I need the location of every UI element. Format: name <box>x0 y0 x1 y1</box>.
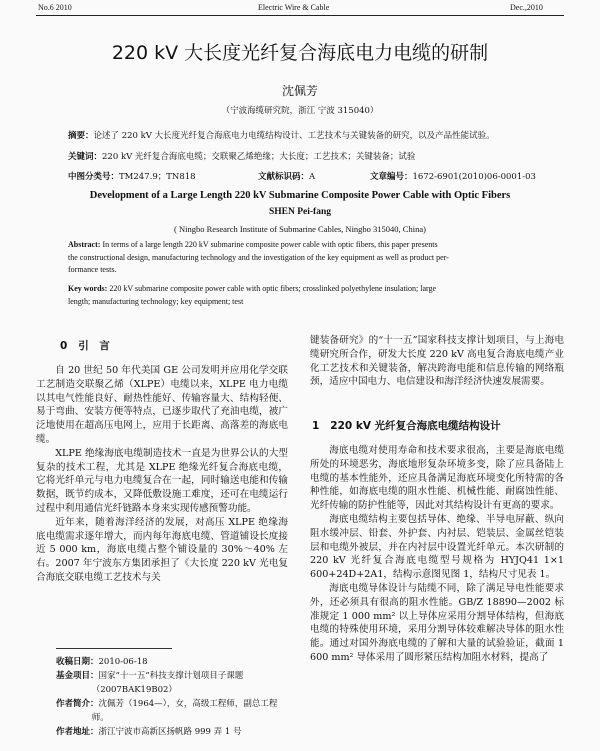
abstract-en-line: the constructional design, manufacturing technology and the investigation of the key equipment as well as product per- <box>68 252 449 262</box>
section-0-heading <box>60 338 110 353</box>
header-issue: No.6 2010 <box>38 3 72 12</box>
author-bio-cont: 师。 <box>91 713 109 723</box>
right-paragraph-1: 键装备研究》的“十一五”国家科技支撑计划项目，与上海电缆研究所合作，研发大长度 220 kV 高电复合海底电缆产业化工艺技术和关键装备，解决跨海电能和信息传输的网络瓶颈，适应中国电力、电信建设和海洋经济快速发展需要。 <box>310 335 564 388</box>
keywords-cn-label: 关键词： <box>68 152 103 162</box>
footnote-rule <box>56 648 172 649</box>
header-date: Dec.,2010 <box>510 3 543 12</box>
abstract-cn-text: 论述了 220 kV 大长度光纤复合海底电力电缆结构设计、工艺技术与关键装备的研究，以及产品性能试验。 <box>93 131 495 141</box>
keywords-en-label: Key words: <box>68 284 108 293</box>
fund-text-cont: （2007BAK19B02） <box>91 685 177 695</box>
abstract-en-label: Abstract: <box>68 240 101 249</box>
header-rule <box>36 15 564 16</box>
section-0-title: 引 言 <box>78 340 110 352</box>
art-label: 文章编号： <box>370 172 413 182</box>
header-journal: Electric Wire & Cable <box>258 3 330 12</box>
doc-value: A <box>309 172 316 182</box>
address-text: 浙江宁波市高新区扬帆路 999 弄 1 号 <box>98 727 242 737</box>
abstract-en-line: formance tests. <box>68 265 117 274</box>
footnotes <box>56 655 277 739</box>
right-paragraph-4: 海底电缆导体设计与陆缆不同，除了满足导电性能要求外，还必须具有很高的阻水性能。GB/Z 18890—2002 标准规定 1 000 mm² 以上导体应采用分割导体结构，但海底电缆的特殊使用环境，采用分割导体较难解决导体的阻水性能。通过对国外海底电缆的了解和大量的试验验证，截面 1 600 mm² 导体采用了圆形紧压结构加阻水材料，提高了 <box>310 582 564 663</box>
classification-row <box>68 170 196 182</box>
author-bio-text: 沈佩芳（1964—），女，高级工程师，副总工程 <box>98 699 278 709</box>
section-1-title: 220 kV 光纤复合海底电缆结构设计 <box>330 420 501 432</box>
doc-label: 文献标识码： <box>258 172 310 182</box>
affiliation-cn: （宁波海缆研究院，浙江 宁波 315040） <box>221 106 379 116</box>
clc-label: 中图分类号： <box>68 172 120 182</box>
keywords-en-line: length; manufacturing technology; key equipment; test <box>68 296 244 306</box>
section-1-number: 1 <box>312 420 320 432</box>
art-value: 1672-6901(2010)06-0001-03 <box>412 172 536 182</box>
clc-value: TM247.9；TN818 <box>119 172 196 182</box>
affiliation-en: ( Ningbo Research Institute of Submarine Cables, Ningbo 315040, China) <box>174 224 426 234</box>
left-paragraph-3: 近年来，随着海洋经济的发展，对高压 XLPE 绝缘海底电缆需求逐年增大，而内每年海底电缆、管道铺设长度接近 5 000 km，海底电缆占整个铺设量的 30%～40% 左右。2007 年宁波东方集团承担了《大长度 220 kV 光电复合海底交联电缆工艺技术与关 <box>36 516 288 583</box>
abstract-en-line: In terms of a large length 220 kV submarine composite power cable with optic fibers, this paper presents <box>102 240 438 249</box>
right-column-body <box>310 444 564 665</box>
keywords-cn-text: 220 kV 光纤复合海底电缆；交联聚乙烯绝缘；大长度；工艺技术；关键装备；试验 <box>102 152 416 162</box>
abstract-en <box>68 239 538 277</box>
received-date: 2010-06-18 <box>98 657 148 667</box>
author-bio-label: 作者简介： <box>56 699 99 709</box>
left-column <box>36 364 288 585</box>
title-en: Development of a Large Length 220 kV Submarine Composite Power Cable with Optic Fibers <box>89 190 511 201</box>
title-cn: 220 kV 大长度光纤复合海底电力电缆的研制 <box>111 42 489 64</box>
keywords-en-line: 220 kV submarine composite power cable with optic fibers; crosslinked polyethylene insulation; large <box>109 284 437 293</box>
fund-text: 国家“十一五”科技支撑计划项目子课题 <box>98 671 244 681</box>
right-paragraph-3: 海底电缆结构主要包括导体、绝缘、半导电屏蔽、纵向阻水缓冲层、铅套、外护套、内衬层、铠装层、金属丝铠装层和电缆外被层，并在内衬层中设置光纤单元。本次研制的 220 kV 光纤复合海底电缆型号规格为 HYJQ41 1×1 600+24D+2A1，结构示意图见图 1，结构尺寸见表 1。 <box>310 513 564 581</box>
author-cn: 沈佩芳 <box>281 84 318 98</box>
section-1-heading <box>312 418 501 433</box>
keywords-cn <box>68 150 415 162</box>
right-paragraph-2: 海底电缆对使用寿命和技术要求很高，主要是海底电缆所处的环境恶劣，海底地形复杂环境多变，除了应具备陆上电缆的基本性能外，还应具备满足海底环境变化所特需的各种性能，如海底电缆的阻水性能、机械性能、耐腐蚀性能、光纤传输的防护性能等，因此对其结构设计有更高的要求。 <box>310 445 564 512</box>
right-column-top <box>310 334 564 389</box>
article-number <box>370 170 536 182</box>
abstract-cn <box>68 129 495 141</box>
doc-code <box>258 170 315 182</box>
fund-label: 基金项目： <box>56 671 99 681</box>
abstract-cn-label: 摘要： <box>68 131 94 141</box>
section-0-number: 0 <box>60 340 68 352</box>
received-label: 收稿日期： <box>56 657 99 667</box>
keywords-en <box>68 283 538 308</box>
left-paragraph-2: XLPE 绝缘海底电缆制造技术一直是为世界公认的大型复杂的技术工程，尤其是 XLPE 绝缘光纤复合海底电缆，它将光纤单元与电力电缆复合在一起，同时输送电能和传输数据，既节约成本，又降低敷设施工难度，还可在电缆运行过程中利用通信光纤链路本身来实现传感预警功能。 <box>36 447 288 514</box>
left-paragraph-1: 自 20 世纪 50 年代美国 GE 公司发明并应用化学交联工艺制造交联聚乙烯（XLPE）电缆以来，XLPE 电力电缆以其电气性能良好、耐热性能好、传输容量大、结构轻便、易于弯曲、安装方便等特点，已逐步取代了充油电缆，被广泛地使用在超高压电网上，应用于长距离、高落差的海底电缆。 <box>36 365 288 445</box>
address-label: 作者地址： <box>56 727 99 737</box>
author-en: SHEN Pei-fang <box>268 207 331 217</box>
